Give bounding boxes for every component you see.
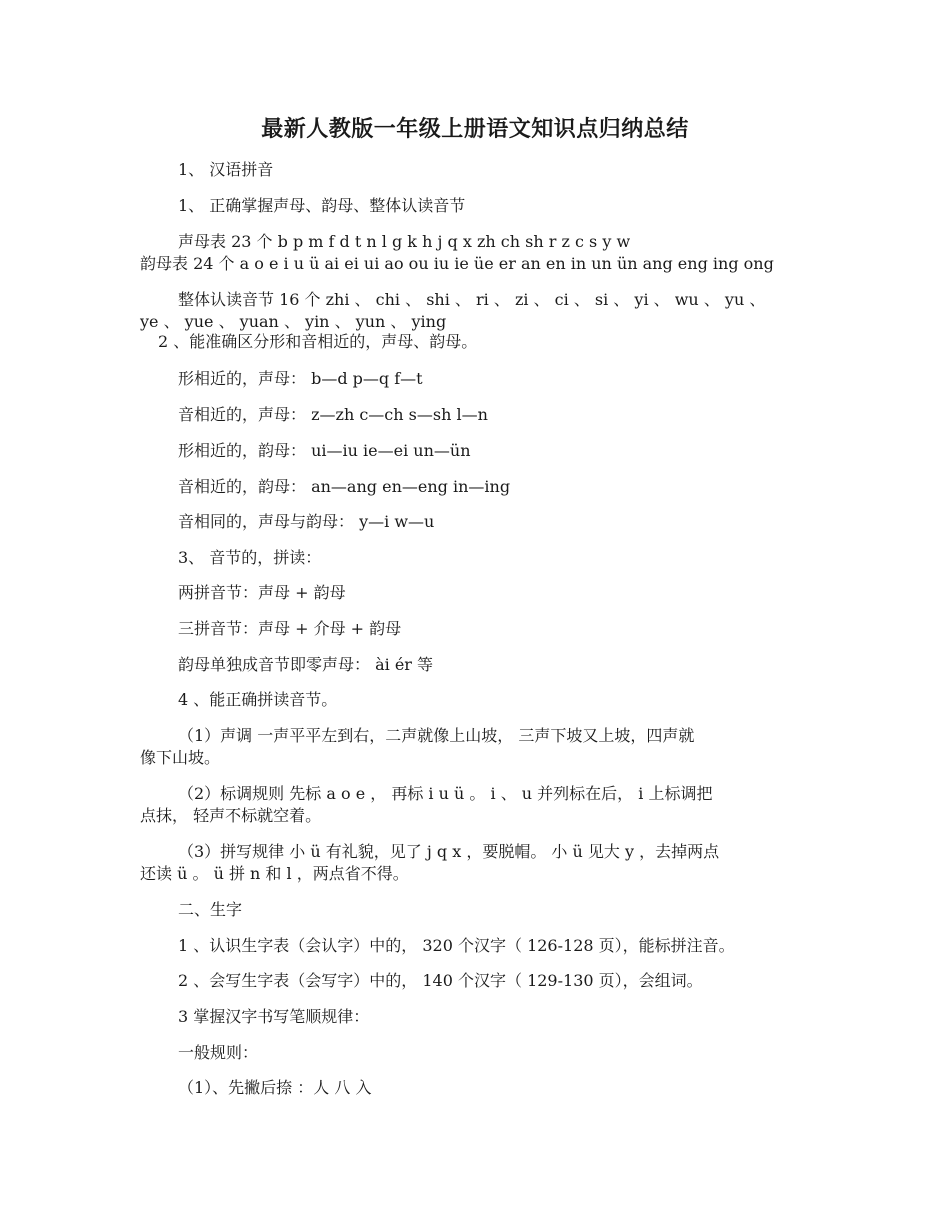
text-line: 形相近的，声母： b—d p—q f—t: [178, 369, 423, 388]
text-line: 2 、会写生字表（会写字）中的， 140 个汉字（ 129-130 页），会组词。: [178, 971, 703, 990]
text-line: 音相近的，声母： z—zh c—ch s—sh l—n: [178, 405, 488, 424]
subheading-syllable: 3、 音节的，拼读：: [178, 548, 322, 567]
text-line: （1）声调 一声平平左到右，二声就像上山坡， 三声下坡又上坡，四声就: [178, 726, 695, 745]
text-line: 像下山坡。: [140, 748, 221, 767]
text-line: 3 掌握汉字书写笔顺规律：: [178, 1007, 370, 1026]
section-heading-pinyin: 1、 汉语拼音: [178, 160, 274, 179]
text-line: 声母表 23 个 b p m f d t n l g k h j q x zh ch sh r z c s y w: [178, 232, 631, 251]
text-line: 整体认读音节 16 个 zhi 、 chi 、 shi 、 ri 、 zi 、 ci 、 si 、 yi 、 wu 、 yu 、: [178, 290, 766, 309]
document-title: 最新人教版一年级上册语文知识点归纳总结: [261, 116, 689, 142]
text-line: 1 、认识生字表（会认字）中的， 320 个汉字（ 126-128 页），能标拼注音。: [178, 936, 735, 955]
text-line: 韵母表 24 个 a o e i u ü ai ei ui ao ou iu ie üe er an en in un ün ang eng ing ong: [140, 254, 774, 273]
subheading-shengmu-yunmu: 1、 正确掌握声母、韵母、整体认读音节: [178, 196, 466, 215]
text-line: （2）标调规则 先标 a o e ， 再标 i u ü 。 i 、 u 并列标在后， i 上标调把: [178, 784, 713, 803]
text-line: 形相近的，韵母： ui—iu ie—ei un—ün: [178, 441, 471, 460]
text-line: 音相同的，声母与韵母： y—i w—u: [178, 512, 435, 531]
text-line: 一般规则：: [178, 1043, 259, 1062]
text-line: 音相近的，韵母： an—ang en—eng in—ing: [178, 477, 511, 496]
text-line: 还读 ü 。 ü 拼 n 和 l ，两点省不得。: [140, 864, 409, 883]
text-line: ye 、 yue 、 yuan 、 yin 、 yun 、 ying: [140, 312, 447, 331]
text-line: 两拼音节：声母 + 韵母: [178, 583, 346, 602]
subheading-spelling: 4 、能正确拼读音节。: [178, 690, 338, 709]
section-heading-characters: 二、生字: [178, 900, 243, 919]
text-line: （3）拼写规律 小 ü 有礼貌，见了 j q x ，要脱帽。 小 ü 见大 y ，去掉两点: [178, 842, 720, 861]
text-line: 韵母单独成音节即零声母： ài ér 等: [178, 655, 434, 674]
text-line: （1）、先撇后捺 ：人 八 入: [178, 1078, 372, 1097]
text-line: 三拼音节：声母 + 介母 + 韵母: [178, 619, 402, 638]
subheading-distinguish: 2 、能准确区分形和音相近的，声母、韵母。: [158, 332, 478, 351]
text-line: 点抹， 轻声不标就空着。: [140, 806, 322, 825]
